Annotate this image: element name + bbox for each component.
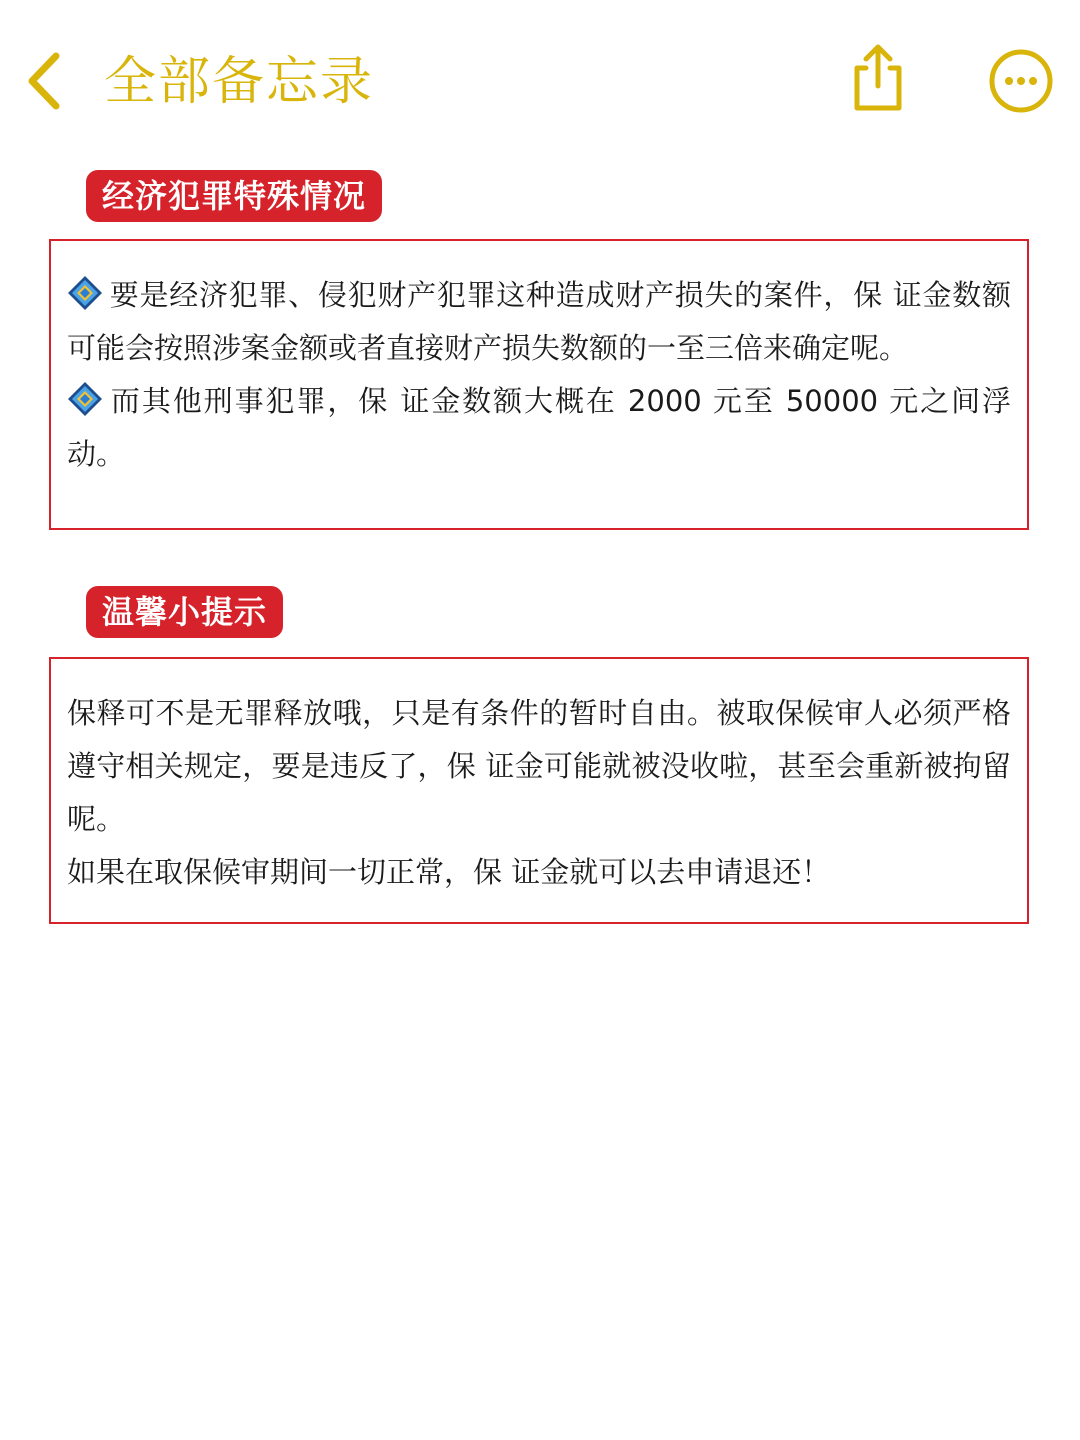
paragraph: 如果在取保候审期间一切正常，保 证金就可以去申请退还！: [67, 855, 831, 889]
diamond-icon: [67, 381, 103, 417]
more-icon: [988, 48, 1054, 114]
share-button[interactable]: [846, 40, 910, 114]
chevron-left-icon: [22, 50, 70, 112]
more-button[interactable]: [988, 48, 1054, 114]
content-box-economic-crime: [49, 239, 1029, 530]
section-heading-tips: 温馨小提示: [86, 586, 283, 638]
paragraph-text: 而其他刑事犯罪，保 证金数额大概在 2000 元至 50000 元之间浮动。: [67, 384, 1011, 471]
paragraph: [67, 269, 1011, 375]
nav-title[interactable]: 全部备忘录: [104, 52, 375, 112]
diamond-icon: [67, 275, 103, 311]
paragraph: [67, 375, 1011, 481]
content-box-tips: [49, 657, 1029, 924]
section-heading-economic-crime: 经济犯罪特殊情况: [86, 170, 382, 222]
back-button[interactable]: [22, 50, 70, 112]
share-icon: [846, 40, 910, 114]
paragraph-text: 要是经济犯罪、侵犯财产犯罪这种造成财产损失的案件，保 证金数额可能会按照涉案金额或者直接财产损失数额的一至三倍来确定呢。: [67, 278, 1011, 365]
paragraph: 保释可不是无罪释放哦，只是有条件的暂时自由。被取保候审人必须严格遵守相关规定，要是违反了，保 证金可能就被没收啦，甚至会重新被拘留呢。: [67, 696, 1011, 836]
